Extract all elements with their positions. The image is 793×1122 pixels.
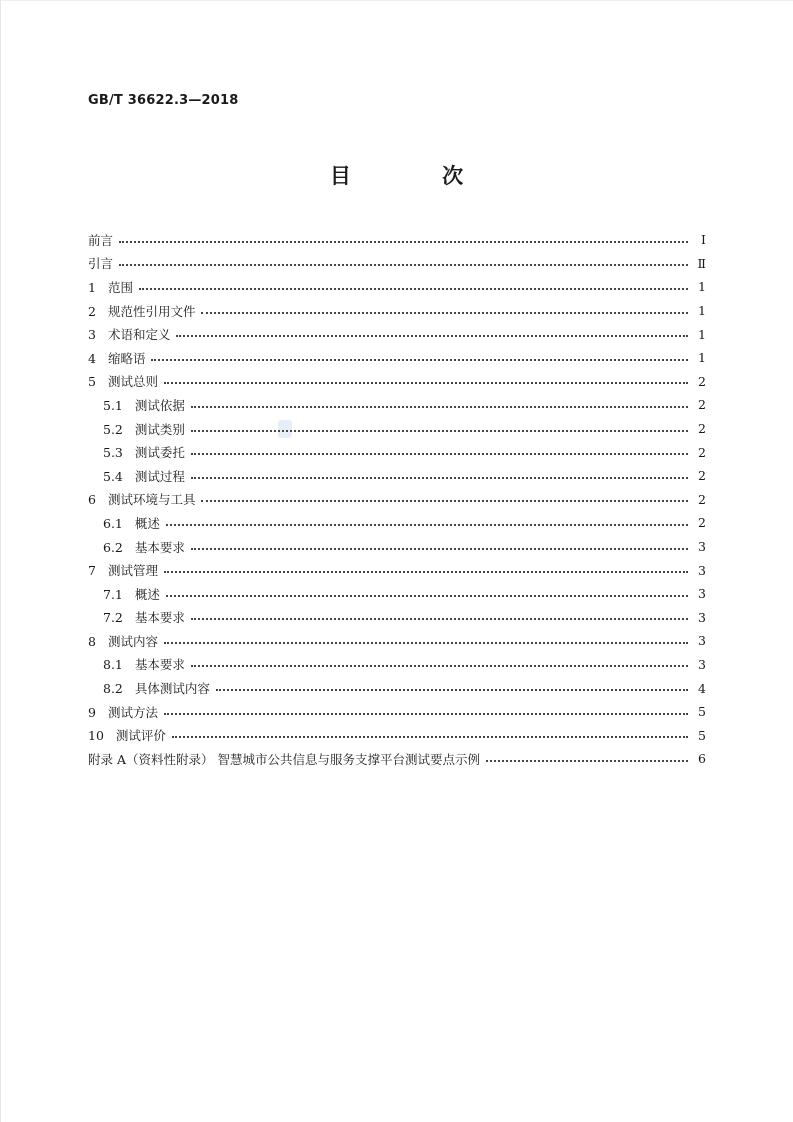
toc-entry-number: 10 [88, 728, 104, 744]
dot-leader [164, 382, 688, 384]
toc-entry-label [88, 632, 164, 650]
toc-entry-label [88, 703, 164, 721]
toc-entry-title: 术语和定义 [107, 327, 171, 343]
toc-entry-label [88, 726, 172, 744]
toc-entry-page: 3 [698, 562, 706, 578]
toc-entry-label [103, 679, 216, 697]
toc-entry-page: 2 [698, 468, 706, 484]
toc-entry-number: 9 [88, 704, 96, 720]
dot-leader [191, 477, 688, 479]
toc-entry-title: 测试方法 [107, 704, 158, 720]
toc-entry[interactable] [88, 488, 706, 512]
toc-entry-title: 测试内容 [107, 633, 158, 649]
document-code: GB/T 36622.3—2018 [88, 93, 239, 108]
toc-entry-page: 1 [698, 303, 706, 319]
dot-leader [191, 618, 688, 620]
dot-leader [164, 571, 688, 573]
toc-entry-title: 缩略语 [107, 350, 146, 366]
dot-leader [139, 288, 688, 290]
toc-entry-number: 2 [88, 303, 96, 319]
toc-entry-number: 5 [88, 374, 96, 390]
toc-entry-title: 附录 A（资料性附录） 智慧城市公共信息与服务支撑平台测试要点示例 [88, 751, 480, 767]
toc-entry-number: 7.1 [103, 586, 123, 602]
toc-entry-label [103, 420, 191, 438]
toc-entry-page: 3 [698, 656, 706, 672]
toc-entry-title: 测试管理 [107, 563, 158, 579]
toc-entry-page: 3 [698, 586, 706, 602]
dot-leader [166, 595, 688, 597]
toc-entry-title: 测试总则 [107, 374, 158, 390]
toc-entry-label [103, 396, 191, 414]
toc-entry-title: 规范性引用文件 [107, 303, 196, 319]
toc-entry[interactable] [88, 676, 706, 700]
toc-entry-page: 2 [698, 421, 706, 437]
toc-title: 目 次 [329, 164, 506, 188]
toc-entry-page: 2 [698, 444, 706, 460]
toc-entry-title: 概述 [134, 586, 160, 602]
toc-entry-number: 8 [88, 633, 96, 649]
toc-entry[interactable] [88, 629, 706, 653]
toc-entry[interactable] [88, 228, 706, 252]
toc-entry-title: 测试委托 [134, 445, 185, 461]
toc-entry-label [103, 655, 191, 673]
toc-entry-title: 基本要求 [134, 657, 185, 673]
toc-entry-page: 2 [698, 397, 706, 413]
dot-leader [191, 453, 688, 455]
dot-leader [166, 524, 688, 526]
toc-entry-number: 8.1 [103, 657, 123, 673]
toc-entry-page: 2 [698, 515, 706, 531]
toc-entry-page: 3 [698, 609, 706, 625]
dot-leader [164, 713, 688, 715]
toc-entry[interactable] [88, 535, 706, 559]
toc-entry-label [88, 325, 176, 343]
toc-entry[interactable] [88, 299, 706, 323]
dot-leader [172, 736, 688, 738]
toc-entry[interactable] [88, 393, 706, 417]
toc-entry-title: 具体测试内容 [134, 681, 210, 697]
toc-entry-page: Ⅱ [697, 255, 706, 271]
toc-entry-label [88, 254, 119, 272]
toc-entry-title: 测试评价 [115, 728, 166, 744]
toc-entry-number: 5.3 [103, 445, 123, 461]
toc-entry-number: 6.2 [103, 539, 123, 555]
toc-entry-number: 1 [88, 279, 96, 295]
toc-entry-number: 8.2 [103, 681, 123, 697]
dot-leader [176, 335, 688, 337]
toc-entry-page: 1 [698, 350, 706, 366]
toc-entry-number: 3 [88, 327, 96, 343]
toc-entry[interactable] [88, 558, 706, 582]
toc-entry[interactable] [88, 723, 706, 747]
toc-entry-label [103, 467, 191, 485]
toc-entry[interactable] [88, 464, 706, 488]
dot-leader [191, 665, 688, 667]
toc-entry[interactable] [88, 440, 706, 464]
toc-entry[interactable] [88, 511, 706, 535]
dot-leader [164, 642, 688, 644]
toc-entry-label [103, 608, 191, 626]
toc-entry-label [88, 561, 164, 579]
dot-leader [191, 406, 688, 408]
toc-entry[interactable] [88, 346, 706, 370]
toc-entry-label [103, 585, 166, 603]
toc-entry-page: 5 [698, 727, 706, 743]
toc-entry[interactable] [88, 370, 706, 394]
toc-entry-label [88, 372, 164, 390]
table-of-contents [88, 228, 706, 771]
toc-entry-number: 5.4 [103, 468, 123, 484]
toc-entry-number: 6.1 [103, 515, 123, 531]
toc-entry-label [88, 278, 139, 296]
dot-leader [486, 760, 688, 762]
toc-entry-label [88, 302, 201, 320]
toc-entry-label [88, 750, 486, 768]
toc-entry-number: 5.2 [103, 421, 123, 437]
toc-entry-page: 5 [698, 704, 706, 720]
toc-entry-page: 6 [698, 751, 706, 767]
dot-leader [216, 689, 688, 691]
toc-entry-number: 7.2 [103, 610, 123, 626]
toc-entry-number: 4 [88, 350, 96, 366]
toc-entry-title: 前言 [88, 232, 114, 248]
toc-entry-page: 3 [698, 633, 706, 649]
toc-entry-title: 测试环境与工具 [107, 492, 196, 508]
dot-leader [119, 241, 688, 243]
toc-entry-number: 6 [88, 492, 96, 508]
toc-entry-label [103, 443, 191, 461]
toc-entry-title: 基本要求 [134, 539, 185, 555]
toc-entry-title: 引言 [88, 256, 114, 272]
toc-entry-title: 测试依据 [134, 397, 185, 413]
dot-leader [201, 312, 688, 314]
toc-entry[interactable] [88, 582, 706, 606]
toc-entry-page: 1 [698, 279, 706, 295]
dot-leader [201, 500, 688, 502]
toc-entry-title: 概述 [134, 515, 160, 531]
toc-entry-number: 7 [88, 563, 96, 579]
toc-entry[interactable] [88, 747, 706, 771]
toc-entry[interactable] [88, 417, 706, 441]
toc-entry-page: Ⅰ [701, 232, 706, 248]
toc-entry[interactable] [88, 606, 706, 630]
toc-entry-page: 1 [698, 326, 706, 342]
toc-entry[interactable] [88, 252, 706, 276]
dot-leader [191, 548, 688, 550]
toc-entry-title: 测试类别 [134, 421, 185, 437]
toc-entry-label [103, 514, 166, 532]
toc-entry-title: 测试过程 [134, 468, 185, 484]
dot-leader [191, 430, 688, 432]
toc-entry-label [88, 490, 201, 508]
toc-entry-title: 基本要求 [134, 610, 185, 626]
toc-entry-label [103, 538, 191, 556]
toc-entry[interactable] [88, 322, 706, 346]
toc-entry-page: 2 [698, 491, 706, 507]
toc-entry-page: 2 [698, 373, 706, 389]
toc-entry-number: 5.1 [103, 397, 123, 413]
dot-leader [151, 359, 688, 361]
toc-entry-page: 3 [698, 539, 706, 555]
toc-entry[interactable] [88, 275, 706, 299]
toc-entry-label [88, 349, 151, 367]
dot-leader [119, 264, 688, 266]
toc-entry-title: 范围 [107, 279, 133, 295]
toc-entry[interactable] [88, 653, 706, 677]
toc-entry-page: 4 [698, 680, 706, 696]
toc-entry[interactable] [88, 700, 706, 724]
toc-entry-label [88, 231, 119, 249]
